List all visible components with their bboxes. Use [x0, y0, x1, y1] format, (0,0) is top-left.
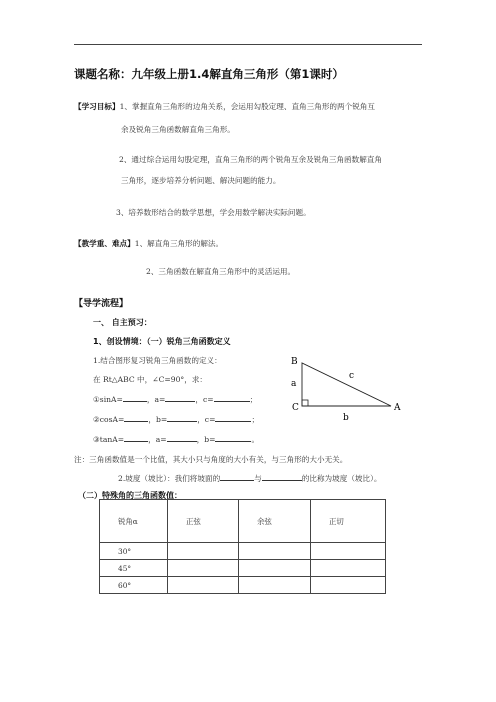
table-header-cell: 余弦: [239, 500, 311, 543]
question-1-condition: 在 Rt△ABC 中，∠C=90°，求：: [93, 375, 208, 384]
key-points-line-2: 2、三角函数在解直角三角形中的灵活运用。: [146, 267, 296, 276]
self-preview-heading: 一、 自主预习：: [93, 318, 152, 327]
objectives-line-1: 【学习目标】1、掌握直角三角形的边角关系，会运用勾股定理、直角三角形的两个锐角互: [74, 102, 375, 111]
triangle-outline: [302, 363, 391, 406]
key-points-label: 【教学重、难点】: [74, 239, 135, 248]
objectives-line-2b: 三角形，逐步培养分析问题、解决问题的能力。: [121, 176, 281, 185]
special-angles-heading: （二）特殊角的三角函数值：: [78, 491, 182, 500]
right-triangle-figure: [287, 352, 407, 428]
vertex-b-label: B: [291, 357, 298, 367]
table-header-cell: 正切: [311, 500, 386, 543]
side-b-label: b: [343, 413, 349, 423]
table-cell: 60°: [100, 577, 168, 594]
table-row: [100, 577, 386, 594]
table-cell: [239, 560, 311, 577]
vertex-c-label: C: [292, 403, 299, 413]
objectives-line-1b: 余及锐角三角函数解直角三角形。: [121, 125, 235, 134]
table-row: [100, 543, 386, 560]
table-cell: [239, 543, 311, 560]
formula-sin: ①sinA= ，a= ，c= ；: [93, 395, 258, 404]
vertex-a-label: A: [394, 403, 401, 413]
side-a-label: a: [291, 379, 297, 389]
note-text: 注：三角函数值是一个比值，其大小只与角度的大小有关，与三角形的大小无关。: [74, 455, 348, 464]
objectives-label: 【学习目标】: [74, 102, 120, 111]
objectives-line-3: 3、培养数形结合的数学思想，学会用数学解决实际问题。: [116, 208, 311, 217]
objectives-line-2: 2、通过综合运用勾股定理，直角三角形的两个锐角互余及锐角三角函数解直角: [119, 155, 383, 164]
table-header-row: [100, 500, 386, 543]
table-cell: [311, 577, 386, 594]
slope-definition: 2.坡度（坡比）：我们将坡面的 与 的比称为坡度（坡比）。: [118, 474, 382, 483]
table-cell: 30°: [100, 543, 168, 560]
formula-cos: ②cosA= ，b= ，c= ；: [93, 415, 260, 424]
top-rule: [74, 44, 422, 45]
table-cell: [311, 543, 386, 560]
table-cell: [168, 560, 239, 577]
table-cell: [168, 577, 239, 594]
guide-label: 【导学流程】: [74, 299, 129, 309]
key-points-line-1: 【教学重、难点】1、解直角三角形的解法。: [74, 239, 224, 248]
right-angle-marker: [302, 400, 308, 406]
question-1: 1.结合图形复习锐角三角函数的定义：: [93, 356, 222, 365]
table-header-cell: 正弦: [168, 500, 239, 543]
formula-tan: ③tanA= ，a= ，b= 。: [93, 435, 260, 444]
table-cell: [168, 543, 239, 560]
table-row: [100, 560, 386, 577]
side-c-label: c: [349, 371, 355, 381]
special-angles-table: [99, 499, 386, 594]
table-cell: 45°: [100, 560, 168, 577]
page-title: 课题名称：九年级上册1.4解直角三角形（第1课时）: [74, 67, 344, 81]
situation-heading: 1、创设情境：（一）锐角三角函数定义: [93, 337, 231, 346]
table-cell: [311, 560, 386, 577]
table-cell: [239, 577, 311, 594]
table-header-cell: 锐角α: [100, 500, 168, 543]
